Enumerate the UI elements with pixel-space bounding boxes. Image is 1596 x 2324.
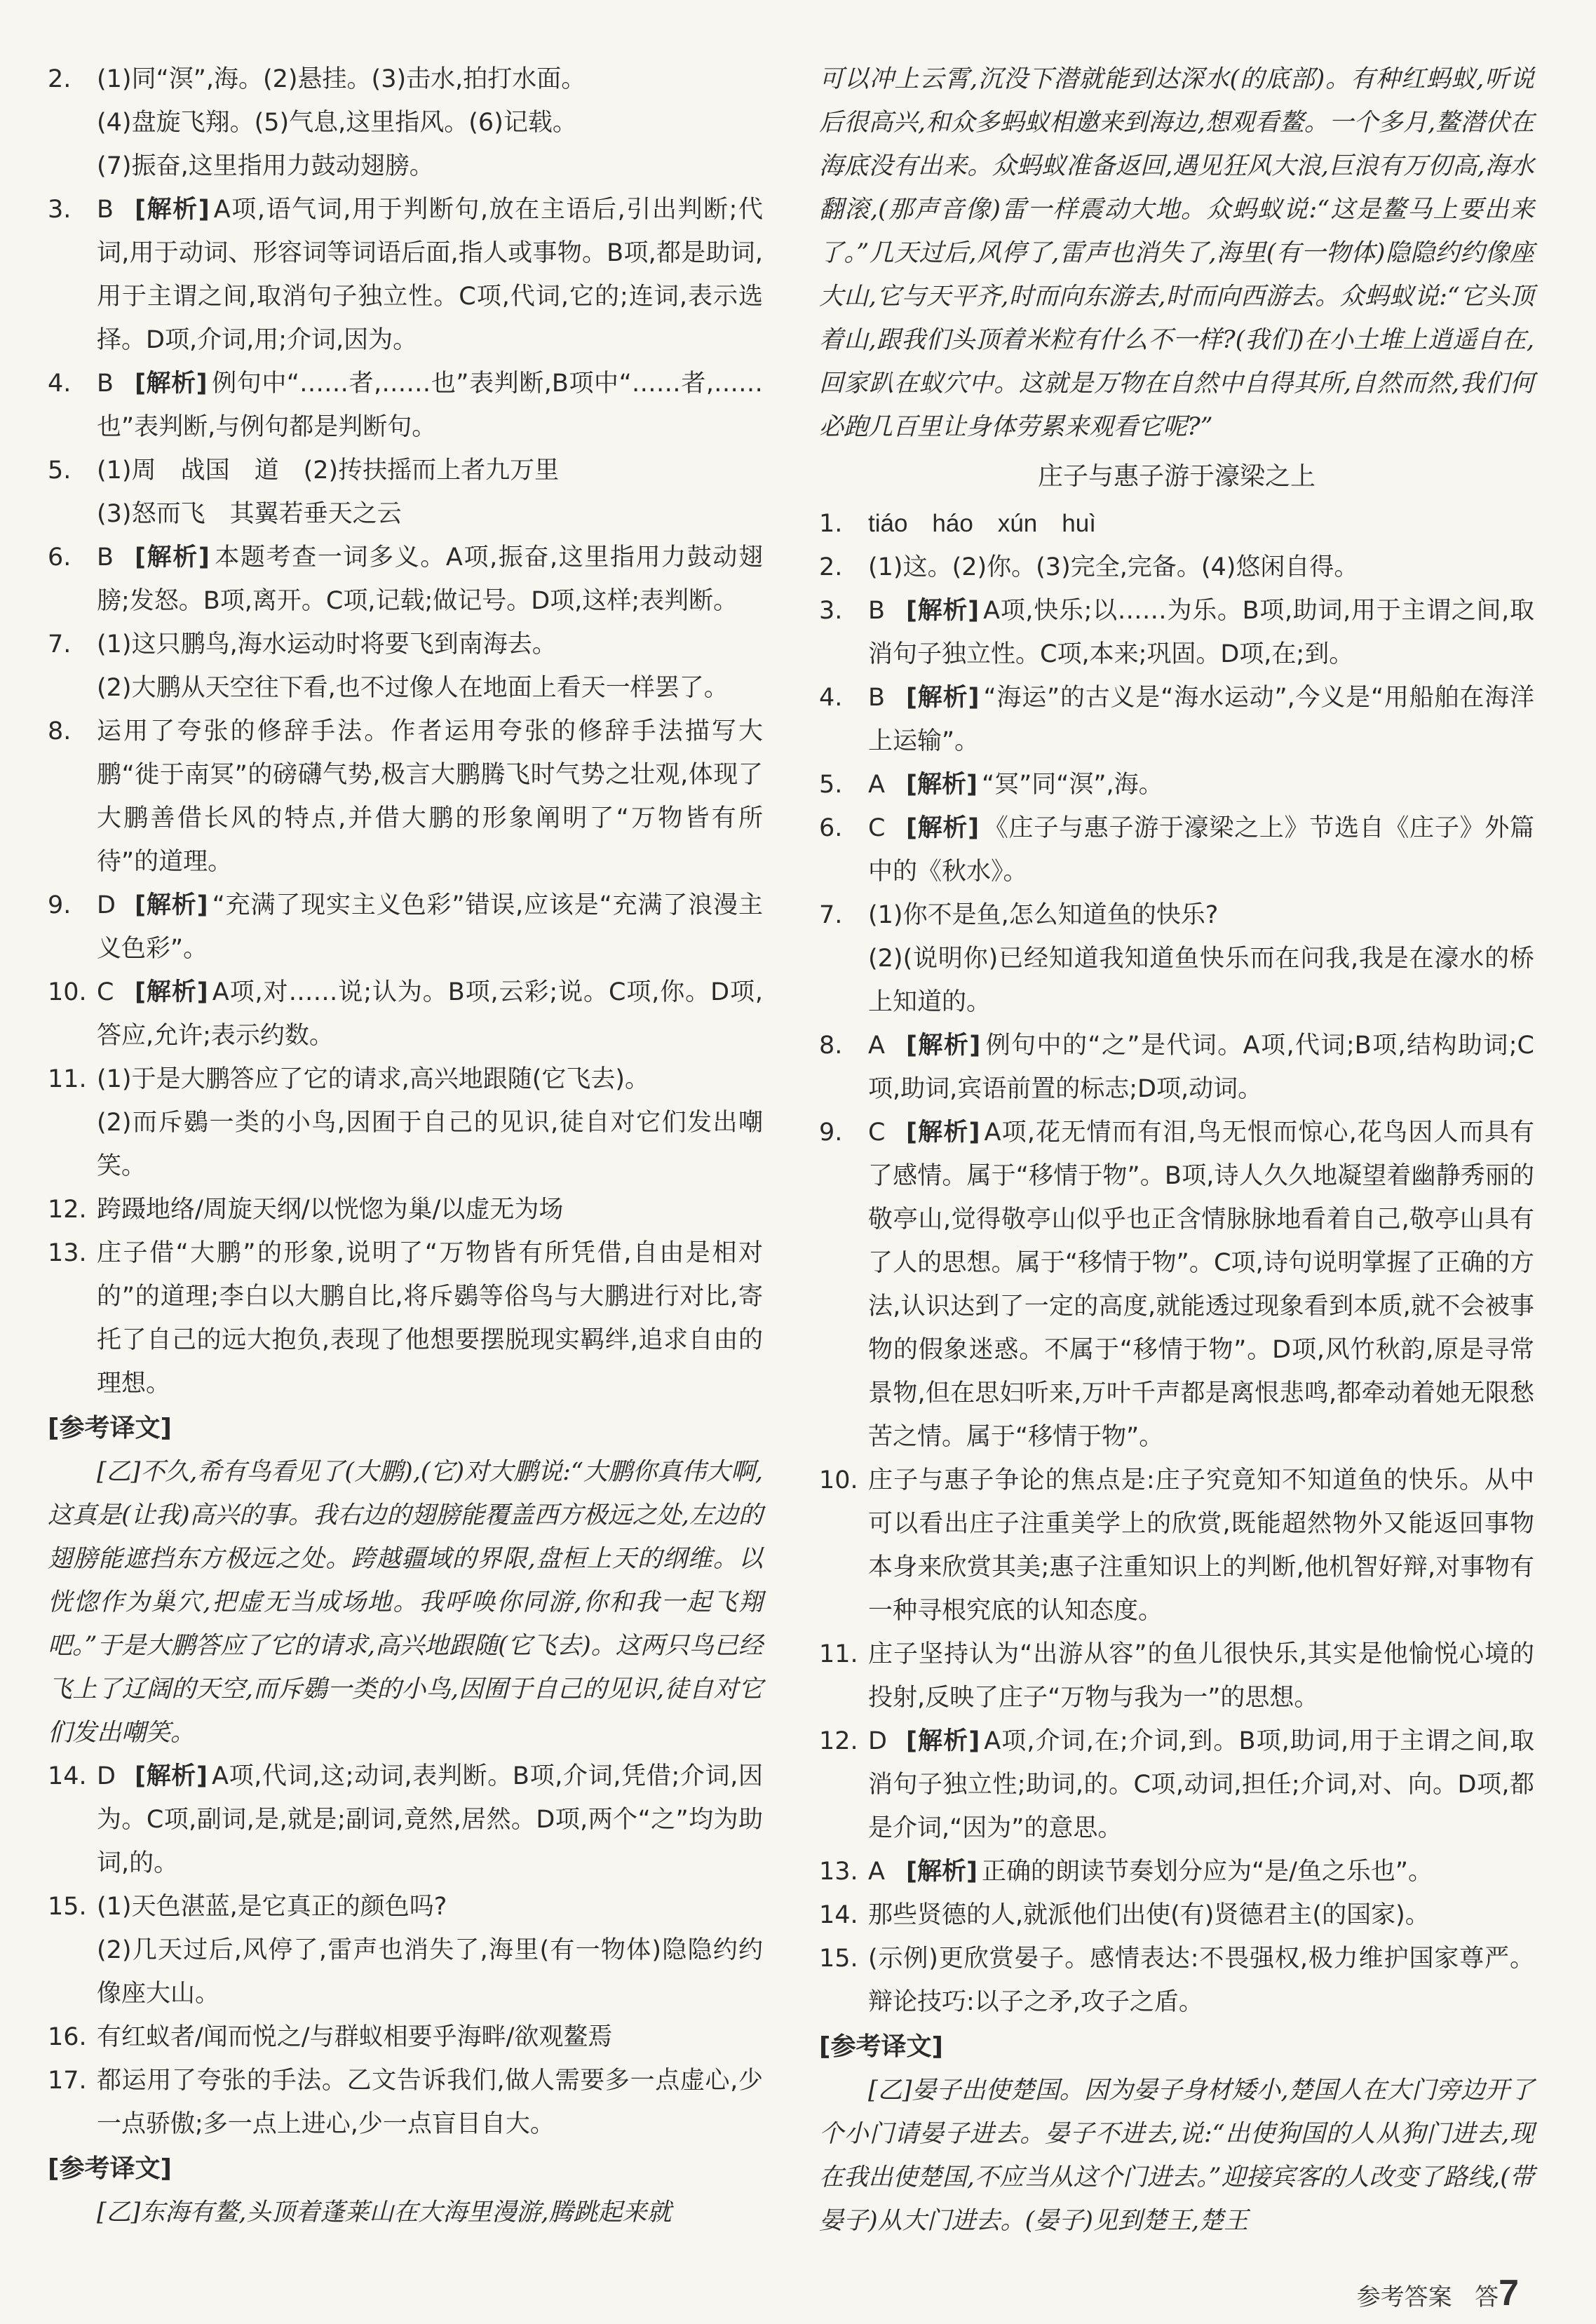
answer-item-15: 15. (1)天色湛蓝,是它真正的颜色吗? (2)几天过后,风停了,雷声也消失了,海里(有一物体)隐隐约约像座大山。: [48, 1893, 763, 2008]
answer-item-13: 13. 庄子借“大鹏”的形象,说明了“万物皆有所凭借,自由是相对的”的道理;李白以大鹏自比,将斥鷃等俗鸟与大鹏进行对比,寄托了自己的远大抱负,表现了他想要摆脱现实羁绊,追求自由的理想。: [48, 1239, 763, 1398]
answer-item-7: 7. (1)这只鹏鸟,海水运动时将要飞到南海去。 (2)大鹏从天空往下看,也不过像人在地面上看天一样罢了。: [48, 630, 729, 702]
answer-item-4: 4. B [解析] 例句中“……者,……也”表判断,B项中“……者,……也”表判断,与例句都是判断句。: [48, 370, 763, 441]
right-column: [819, 58, 1534, 2243]
reference-translation: [乙]晏子出使楚国。因为晏子身材矮小,楚国人在大门旁边开了个小门请晏子进去。晏子不进去,说:“出使狗国的人从狗门进去,现在我出使楚国,不应当从这个门进去。”迎接宾客的人改变了路线,(带晏子)从大门进去。(晏子)见到楚王,楚王: [819, 2076, 1534, 2235]
answer-item-10: 10. C [解析] A项,对……说;认为。B项,云彩;说。C项,你。D项,答应,允许;表示约数。: [48, 978, 763, 1050]
answer-item-15: 15. (示例)更欣赏晏子。感情表达:不畏强权,极力维护国家尊严。辩论技巧:以子之矛,攻子之盾。: [819, 1945, 1534, 2016]
reference-translation-heading: [参考译文]: [819, 2032, 943, 2061]
answer-item-3: 3. B [解析] A项,快乐;以……为乐。B项,助词,用于主谓之间,取消句子独立性。C项,本来;巩固。D项,在;到。: [819, 597, 1534, 668]
answer-item-13: 13. A [解析] 正确的朗读节奏划分应为“是/鱼之乐也”。: [819, 1858, 1433, 1886]
answer-item-6: 6. C [解析] 《庄子与惠子游于濠梁之上》节选自《庄子》外篇中的《秋水》。: [819, 814, 1534, 886]
answer-item-11: 11. (1)于是大鹏答应了它的请求,高兴地跟随(它飞去)。 (2)而斥鷃一类的小鸟,因囿于自己的见识,徒自对它们发出嘲笑。: [48, 1065, 763, 1180]
answer-item-2: 2. (1)这。(2)你。(3)完全,完备。(4)悠闲自得。: [819, 553, 1359, 581]
answer-item-4: 4. B [解析] “海运”的古义是“海水运动”,今义是“用船舶在海洋上运输”。: [819, 684, 1534, 755]
answer-item-6: 6. B [解析] 本题考查一词多义。A项,振奋,这里指用力鼓动翅膀;发怒。B项,离开。C项,记载;做记号。D项,这样;表判断。: [48, 543, 763, 615]
answer-item-11: 11. 庄子坚持认为“出游从容”的鱼儿很快乐,其实是他愉悦心境的投射,反映了庄子“万物与我为一”的思想。: [819, 1640, 1534, 1712]
answer-item-12: 12. D [解析] A项,介词,在;介词,到。B项,助词,用于主谓之间,取消句子独立性;助词,的。C项,动词,担任;介词,对、向。D项,都是介词,“因为”的意思。: [819, 1727, 1534, 1842]
answer-item-8: 8. A [解析] 例句中的“之”是代词。A项,代词;B项,结构助词;C项,助词,宾语前置的标志;D项,动词。: [819, 1032, 1534, 1103]
reference-translation: [乙]不久,希有鸟看见了(大鹏),(它)对大鹏说:“大鹏你真伟大啊,这真是(让我)高兴的事。我右边的翅膀能覆盖西方极远之处,左边的翅膀能遮挡东方极远之处。跨越疆域的界限,盘桓上天的纲维。以恍惚作为巢穴,把虚无当成场地。我呼唤你同游,你和我一起飞翔吧。”于是大鹏答应了它的请求,高兴地跟随(它飞去)。这两只鸟已经飞上了辽阔的天空,而斥鷃一类的小鸟,因囿于自己的见识,徒自对它们发出嘲笑。: [48, 1458, 763, 1747]
reference-translation-continued: 可以冲上云霄,沉没下潜就能到达深水(的底部)。有种红蚂蚁,听说后很高兴,和众多蚂蚁相邀来到海边,想观看鳌。一个多月,鳌潜伏在海底没有出来。众蚂蚁准备返回,遇见狂风大浪,巨浪有万仞高,海水翻滚,(那声音像)雷一样震动大地。众蚂蚁说:“这是鳌马上要出来了。”几天过后,风停了,雷声也消失了,海里(有一物体)隐隐约约像座大山,它与天平齐,时而向东游去,时而向西游去。众蚂蚁说:“它头顶着山,跟我们头顶着米粒有什么不一样?(我们)在小土堆上逍遥自在,回家趴在蚁穴中。这就是万物在自然中自得其所,自然而然,我们何必跑几百里让身体劳累来观看它呢?”: [819, 65, 1534, 441]
answer-item-16: 16. 有红蚁者/闻而悦之/与群蚁相要乎海畔/欲观鳌焉: [48, 2023, 613, 2051]
answer-item-5: 5. (1)周 战国 道 (2)抟扶摇而上者九万里 (3)怒而飞 其翼若垂天之云: [48, 457, 560, 528]
answer-item-7: 7. (1)你不是鱼,怎么知道鱼的快乐? (2)(说明你)已经知道我知道鱼快乐而在问我,我是在濠水的桥上知道的。: [819, 901, 1534, 1016]
answer-item-2: 2. (1)同“溟”,海。(2)悬挂。(3)击水,拍打水面。 (4)盘旋飞翔。(5)气息,这里指风。(6)记载。 (7)振奋,这里指用力鼓动翅膀。: [48, 65, 586, 180]
left-column: [48, 58, 763, 2234]
answer-item-3: 3. B [解析] A项,语气词,用于判断句,放在主语后,引出判断;代词,用于动词、形容词等词语后面,指人或事物。B项,都是助词,用于主谓之间,取消句子独立性。C项,代词,它的;连词,表示选择。D项,介词,用;介词,因为。: [48, 196, 763, 354]
answer-item-9: 9. D [解析] “充满了现实主义色彩”错误,应该是“充满了浪漫主义色彩”。: [48, 891, 763, 963]
answer-item-8: 8. 运用了夸张的修辞手法。作者运用夸张的修辞手法描写大鹏“徙于南冥”的磅礴气势,极言大鹏腾飞时气势之壮观,体现了大鹏善借长风的特点,并借大鹏的形象阐明了“万物皆有所待”的道理。: [48, 717, 763, 876]
footer-label: 参考答案: [1356, 2283, 1452, 2311]
answer-item-12: 12. 跨蹑地络/周旋天纲/以恍惚为巢/以虚无为场: [48, 1196, 564, 1224]
reference-translation-heading: [参考译文]: [48, 2154, 172, 2183]
footer-prefix: 答: [1475, 2283, 1499, 2311]
answer-item-14: 14. D [解析] A项,代词,这;动词,表判断。B项,介词,凭借;介词,因为。C项,副词,是,就是;副词,竟然,居然。D项,两个“之”均为助词,的。: [48, 1762, 763, 1877]
answer-item-9: 9. C [解析] A项,花无情而有泪,鸟无恨而惊心,花鸟因人而具有了感情。属于“移情于物”。B项,诗人久久地凝望着幽静秀丽的敬亭山,觉得敬亭山似乎也正含情脉脉地看着自己,敬亭山具有了人的思想。属于“移情于物”。C项,诗句说明掌握了正确的方法,认识达到了一定的高度,就能透过现象看到本质,就不会被事物的假象迷惑。不属于“移情于物”。D项,风竹秋韵,原是寻常景物,但在思妇听来,万叶千声都是离恨悲鸣,都牵动着她无限愁苦之情。属于“移情于物”。: [819, 1119, 1535, 1451]
page-number: 7: [1499, 2273, 1519, 2313]
reference-translation-heading: [参考译文]: [48, 1414, 172, 1443]
answer-item-5: 5. A [解析] “冥”同“溟”,海。: [819, 771, 1163, 799]
answer-item-17: 17. 都运用了夸张的手法。乙文告诉我们,做人需要多一点虚心,少一点骄傲;多一点上进心,少一点盲目自大。: [48, 2067, 763, 2138]
answer-item-10: 10. 庄子与惠子争论的焦点是:庄子究竟知不知道鱼的快乐。从中可以看出庄子注重美学上的欣赏,既能超然物外又能返回事物本身来欣赏其美;惠子注重知识上的判断,他机智好辩,对事物有一种寻根究底的认知态度。: [819, 1466, 1534, 1625]
page-footer: [1357, 2272, 1519, 2318]
answer-item-1: 1. tiáo háo xún huì: [819, 510, 1096, 538]
section-title: 庄子与惠子游于濠梁之上: [1037, 462, 1316, 491]
reference-translation: [乙]东海有鳌,头顶着蓬莱山在大海里漫游,腾跳起来就: [97, 2198, 672, 2227]
answer-item-14: 14. 那些贤德的人,就派他们出使(有)贤德君主(的国家)。: [819, 1901, 1430, 1929]
